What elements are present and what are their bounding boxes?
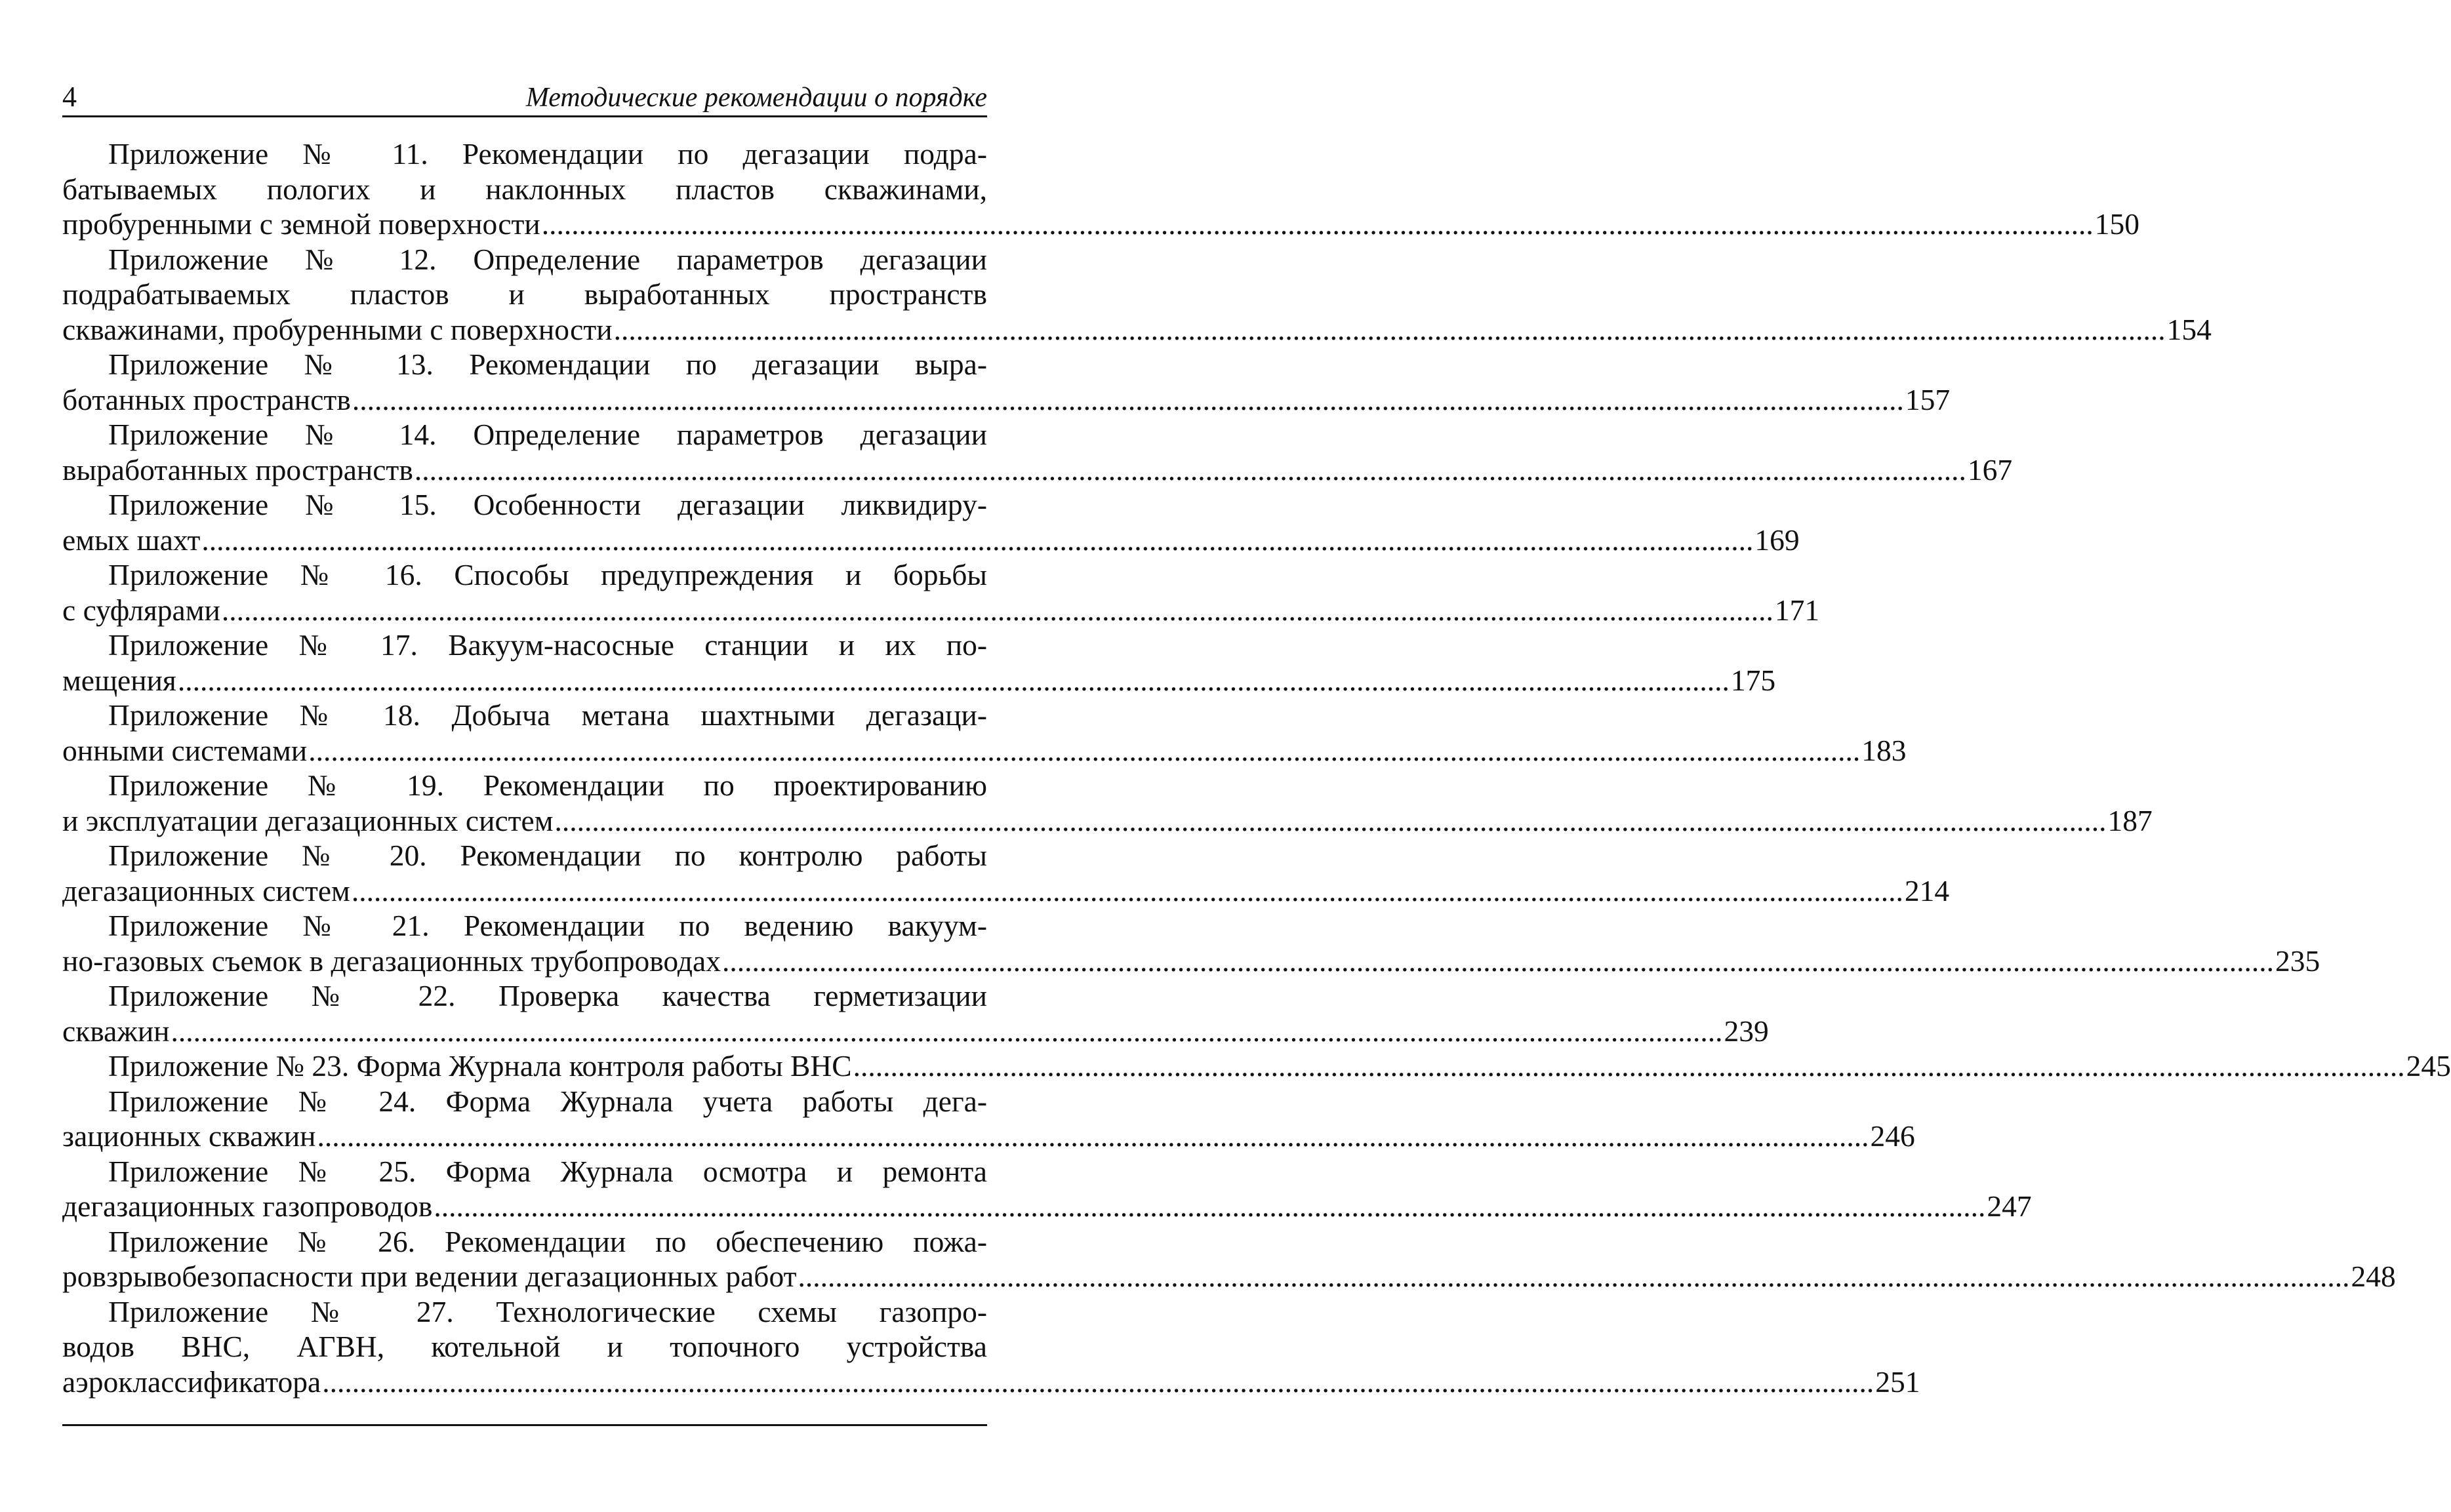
dot-leader: ................................................................................................................................................................................................................	[352, 382, 1904, 416]
toc-entry-line: водов ВНС, АГВН, котельной и топочного устройства	[62, 1330, 987, 1363]
toc-entry-page-number: 247	[1987, 1189, 2032, 1223]
toc-entry-line: подрабатываемых пластов и выработанных пространств	[62, 277, 987, 311]
dot-leader: ................................................................................................................................................................................................................	[177, 663, 1730, 697]
toc-entry-line: Приложение № 14. Определение параметров дегазации	[108, 418, 987, 451]
toc-entry-line: Приложение № 19. Рекомендации по проектированию	[108, 768, 987, 802]
toc-entry-line: батываемых пологих и наклонных пластов скважинами,	[62, 172, 987, 206]
toc-entry	[62, 347, 1951, 417]
toc-entry-line: Приложение № 26. Рекомендации по обеспечению пожа-	[108, 1224, 987, 1258]
toc-entry-page-number: 239	[1724, 1014, 1769, 1048]
toc-entry-page-number: 187	[2107, 803, 2153, 837]
toc-entry-last-line	[62, 944, 2320, 979]
toc-entry	[62, 417, 2013, 487]
toc-entry-title: пробуренными с земной поверхности	[62, 207, 540, 241]
toc-entry-last-line	[62, 1364, 1920, 1400]
page-number: 4	[62, 81, 77, 113]
toc-entry-last-line	[62, 312, 2212, 348]
dot-leader: ................................................................................................................................................................................................................	[541, 207, 2094, 241]
dot-leader: ................................................................................................................................................................................................................	[798, 1260, 2350, 1293]
toc-entry-last-line	[62, 523, 1800, 558]
toc-entry-last-line	[62, 1014, 1769, 1049]
toc-entry	[62, 1294, 1920, 1400]
toc-entry-title: ровзрывобезопасности при ведении дегазационных работ	[62, 1260, 797, 1293]
toc-entry	[62, 242, 2212, 348]
dot-leader: ................................................................................................................................................................................................................	[201, 523, 1754, 557]
toc-entry-page-number: 245	[2406, 1049, 2451, 1083]
toc-entry-page-number: 175	[1730, 663, 1776, 697]
toc-entry-page-number: 150	[2094, 207, 2140, 241]
toc-entry-title: дегазационных газопроводов	[62, 1189, 433, 1223]
toc-entry-page-number: 154	[2166, 312, 2212, 346]
footer-rule	[62, 1424, 987, 1426]
table-of-contents	[62, 136, 2451, 1399]
toc-entry-last-line	[62, 207, 2140, 242]
toc-entry-line: Приложение № 21. Рекомендации по ведению вакуум-	[108, 909, 987, 942]
dot-leader: ................................................................................................................................................................................................................	[221, 593, 1773, 627]
toc-entry-last-line	[62, 733, 1907, 768]
toc-entry-title: зационных скважин	[62, 1119, 316, 1153]
toc-entry-title: но-газовых съемок в дегазационных трубопроводах	[62, 944, 721, 978]
toc-entry-last-line	[62, 1189, 2032, 1224]
dot-leader: ................................................................................................................................................................................................................	[351, 873, 1903, 907]
toc-entry-last-line	[62, 1048, 2451, 1084]
toc-entry	[62, 1154, 2032, 1224]
toc-entry-line: Приложение № 15. Особенности дегазации ликвидиру-	[108, 488, 987, 521]
toc-entry-line: Приложение № 22. Проверка качества герметизации	[108, 979, 987, 1012]
toc-entry	[62, 1048, 2451, 1084]
toc-entry-line: Приложение № 13. Рекомендации по дегазации выра-	[108, 348, 987, 381]
toc-entry-last-line	[62, 663, 1776, 698]
toc-entry	[62, 136, 2140, 242]
dot-leader: ................................................................................................................................................................................................................	[414, 452, 1966, 487]
toc-entry-last-line	[62, 873, 1950, 909]
toc-entry	[62, 1084, 1915, 1154]
toc-entry-page-number: 235	[2275, 944, 2320, 978]
toc-entry-last-line	[62, 452, 2013, 488]
toc-entry-line: Приложение № 20. Рекомендации по контролю работы	[108, 839, 987, 872]
toc-entry-line: Приложение № 27. Технологические схемы газопро-	[108, 1294, 987, 1328]
toc-entry-page-number: 169	[1754, 523, 1800, 557]
toc-entry	[62, 557, 1820, 627]
toc-entry	[62, 627, 1776, 698]
toc-entry-title: скважин	[62, 1014, 170, 1048]
toc-entry-title: с суфлярами	[62, 593, 220, 627]
toc-entry-line: Приложение № 16. Способы предупреждения и борьбы	[108, 558, 987, 591]
toc-entry-title: аэроклассификатора	[62, 1364, 321, 1399]
dot-leader: ................................................................................................................................................................................................................	[554, 803, 2107, 837]
toc-entry-title: онными системами	[62, 733, 308, 767]
toc-entry-page-number: 246	[1870, 1119, 1915, 1153]
running-title: Методические рекомендации о порядке	[525, 83, 987, 113]
toc-entry	[62, 978, 1769, 1048]
toc-entry-page-number: 248	[2351, 1260, 2396, 1293]
toc-entry-line: Приложение № 25. Форма Журнала осмотра и ремонта	[108, 1154, 987, 1188]
toc-entry	[62, 908, 2320, 978]
dot-leader: ................................................................................................................................................................................................................	[308, 733, 1861, 767]
toc-entry	[62, 838, 1950, 908]
dot-leader: ................................................................................................................................................................................................................	[853, 1049, 2405, 1083]
toc-entry-line: Приложение № 11. Рекомендации по дегазации подра-	[108, 137, 987, 170]
toc-entry-title: выработанных пространств	[62, 452, 413, 487]
dot-leader: ................................................................................................................................................................................................................	[171, 1014, 1723, 1048]
toc-entry	[62, 487, 1800, 557]
dot-leader: ................................................................................................................................................................................................................	[322, 1364, 1874, 1399]
toc-entry-last-line	[62, 382, 1951, 418]
toc-entry-last-line	[62, 1119, 1915, 1154]
page-header	[62, 77, 987, 117]
toc-entry	[62, 768, 2153, 838]
toc-entry-page-number: 251	[1875, 1364, 1920, 1399]
toc-entry-page-number: 183	[1861, 733, 1907, 767]
toc-entry-last-line	[62, 803, 2153, 839]
toc-entry-line: Приложение № 24. Форма Журнала учета работы дега-	[108, 1084, 987, 1118]
dot-leader: ................................................................................................................................................................................................................	[317, 1119, 1869, 1153]
toc-entry	[62, 1224, 2396, 1294]
dot-leader: ................................................................................................................................................................................................................	[613, 312, 2166, 346]
toc-entry-page-number: 214	[1904, 873, 1950, 907]
toc-entry-title: мещения	[62, 663, 176, 697]
toc-entry-page-number: 171	[1774, 593, 1820, 627]
dot-leader: ................................................................................................................................................................................................................	[434, 1189, 1986, 1223]
toc-entry-title: скважинами, пробуренными с поверхности	[62, 312, 613, 346]
toc-entry-page-number: 157	[1905, 382, 1951, 416]
toc-entry-title: ботанных пространств	[62, 382, 351, 416]
toc-entry-last-line	[62, 593, 1820, 628]
dot-leader: ................................................................................................................................................................................................................	[721, 944, 2274, 978]
toc-entry	[62, 698, 1907, 768]
toc-entry-page-number: 167	[1967, 452, 2013, 487]
toc-entry-line: Приложение № 18. Добыча метана шахтными дегазаци-	[108, 698, 987, 732]
toc-entry-line: Приложение № 12. Определение параметров дегазации	[108, 242, 987, 276]
toc-entry-last-line	[62, 1259, 2396, 1294]
toc-entry-title: емых шахт	[62, 523, 201, 557]
toc-entry-title: и эксплуатации дегазационных систем	[62, 803, 554, 837]
toc-entry-title: Приложение № 23. Форма Журнала контроля работы ВНС	[108, 1049, 852, 1083]
toc-entry-title: дегазационных систем	[62, 873, 350, 907]
toc-entry-line: Приложение № 17. Вакуум-насосные станции и их по-	[108, 628, 987, 662]
